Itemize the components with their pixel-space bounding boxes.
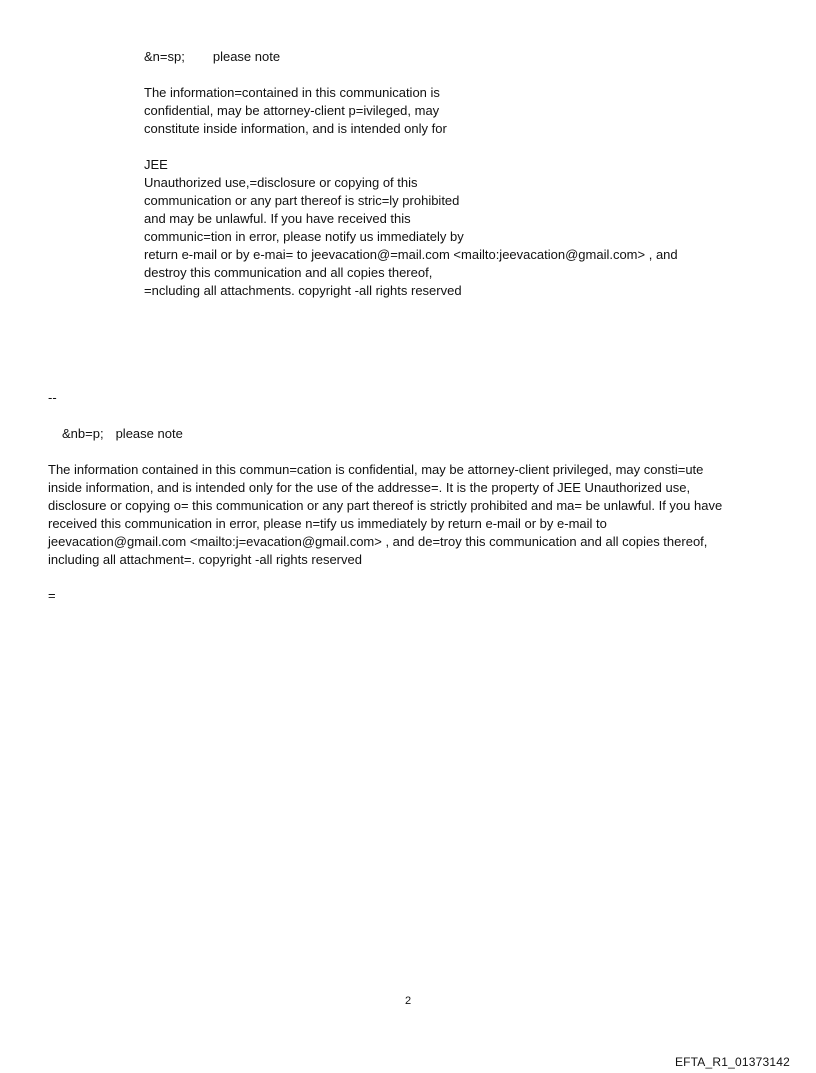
footer-line: The information contained in this commun=cation is confidential, may be attorney-client privileged, may consti=ute: [48, 462, 704, 477]
quoted-para1-line: constitute inside information, and is intended only for: [144, 121, 447, 136]
nbsp-token: &nb=p;: [62, 426, 104, 441]
page-number: 2: [404, 995, 412, 1007]
quoted-para2-line: return e-mail or by e-mai= to jeevacation@=mail.com <mailto:jeevacation@gmail.com> , and: [144, 247, 678, 262]
footer-line: inside information, and is intended only for the use of the addresse=. It is the property of JEE Unauthorized use,: [48, 480, 691, 495]
quoted-para2-line: communication or any part thereof is stric=ly prohibited: [144, 193, 460, 208]
quoted-para2-line: destroy this communication and all copies thereof,: [144, 265, 433, 280]
quoted-para2-line: =ncluding all attachments. copyright -all rights reserved: [144, 283, 462, 298]
footer-note-header: [62, 425, 183, 443]
quoted-note-header: [144, 48, 280, 66]
note-label: please note: [212, 49, 281, 64]
quoted-para2-line: Unauthorized use,=disclosure or copying of this: [144, 175, 418, 190]
quoted-para1-line: confidential, may be attorney-client p=ivileged, may: [144, 103, 440, 118]
note-label: please note: [115, 426, 183, 441]
bates-number: EFTA_R1_01373142: [674, 1055, 790, 1069]
signature-separator: --: [48, 390, 57, 405]
trailing-equals: =: [48, 588, 56, 603]
footer-line: including all attachment=. copyright -all rights reserved: [48, 552, 362, 567]
nbsp-token: &n=sp;: [144, 49, 185, 64]
quoted-para2-line: JEE: [144, 157, 168, 172]
footer-line: jeevacation@gmail.com <mailto:j=evacation@gmail.com> , and de=troy this communication and all copies thereof,: [48, 534, 708, 549]
footer-line: received this communication in error, please n=tify us immediately by return e-mail or by e-mail to: [48, 516, 607, 531]
quoted-para2-line: and may be unlawful. If you have received this: [144, 211, 411, 226]
footer-line: disclosure or copying o= this communication or any part thereof is strictly prohibited and ma= be unlawful. If you have: [48, 498, 723, 513]
quoted-para1-line: The information=contained in this communication is: [144, 85, 440, 100]
quoted-para2-line: communic=tion in error, please notify us immediately by: [144, 229, 464, 244]
